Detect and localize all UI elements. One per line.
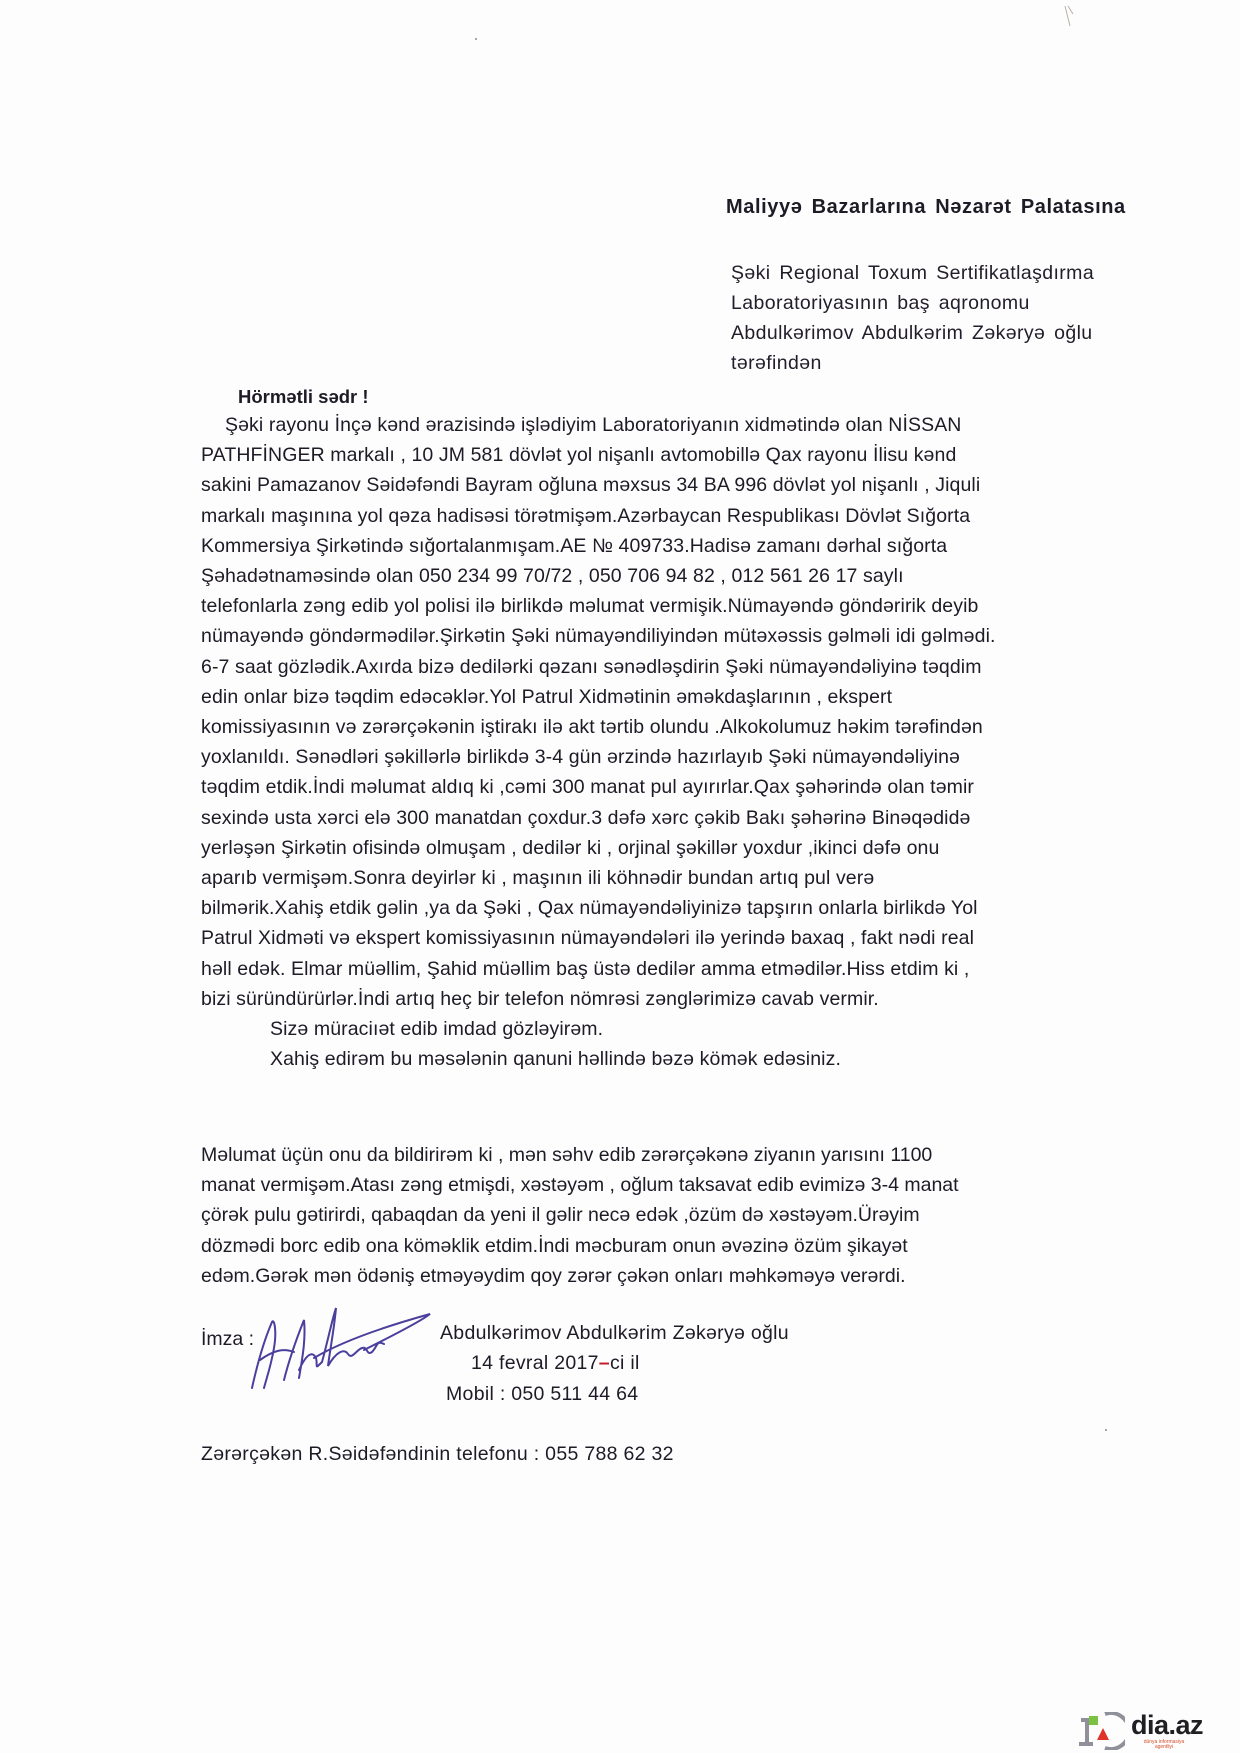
body-line: Patrul Xidməti və ekspert komissiyasının nümayəndələri ilə yerində baxaq , fakt nədi real [201,927,975,950]
body-line: PATHFİNGER markalı , 10 JM 581 dövlət yol nişanlı avtomobillə Qax rayonu İlisu kənd [201,444,957,467]
info-line: Məlumat üçün onu da bildirirəm ki , mən səhv edib zərərçəkənə ziyanın yarısını 1100 [201,1144,933,1166]
scan-mark-icon [1062,4,1076,28]
body-line: nümayəndə göndərmədilər.Şirkətin Şəki nümayəndiliyindən mütəxəssis gəlməli idi gəlmədi. [201,625,996,648]
body-line: təqdim etdik.İndi məlumat aldıq ki ,cəmi 300 manat pul ayırırlar.Qax şəhərində olan təmir [201,776,975,799]
date-suffix: ci il [609,1352,640,1374]
logo-tagline [1135,1740,1193,1750]
body-line: telefonlarla zəng edib yol polisi ilə birlikdə məlumat vermişik.Nümayəndə göndəririk deyib [201,595,979,618]
info-line: dözmədi borc edib ona köməklik etdim.İndi məcburam onun əvəzinə özüm şikayət [201,1234,908,1257]
logo-tagline-2: agentliyi [1154,1744,1174,1750]
signature-date [471,1352,640,1375]
date-dash: – [598,1352,610,1374]
body-line: 6-7 saat gözlədik.Axırda bizə dedilərki qəzanı sənədləşdirin Şəki nümayəndəliyinə təqdim [201,655,982,678]
sender-line: Şəki Regional Toxum Sertifikatlaşdırma [731,262,1095,284]
signature-label: İmza : [201,1328,255,1350]
body-line: markalı maşınına yol qəza hadisəsi törətmişəm.Azərbaycan Respublikası Dövlət Sığorta [201,504,971,527]
body-line: komissiyasının və zərərçəkənin iştirakı ilə akt tərtib olundu .Alkokolumuz həkim tərəfindən [201,716,983,739]
body-line: bilmərik.Xahiş etdik gəlin ,ya da Şəki , Qax nümayəndəliyinizə tapşırın onlarla birlikdə Yol [201,897,978,920]
scan-speck [1105,1429,1107,1431]
body-line: Kommersiya Şirkətində sığortalanmışam.AE № 409733.Hadisə zamanı dərhal sığorta [201,534,948,557]
body-line: Şəhadətnaməsində olan 050 234 99 70/72 , 050 706 94 82 , 012 561 26 17 saylı [201,565,904,588]
recipient-heading: Maliyyə Bazarlarına Nəzarət Palatasına [726,196,1126,218]
body-line: bizi süründürürlər.İndi artıq heç bir telefon nömrəsi zənglərimizə cavab vermir. [201,987,879,1010]
body-line: Şəki rayonu İnçə kənd ərazisində işlədiyim Laboratoriyanın xidmətində olan NİSSAN [225,414,962,436]
sender-line: Abdulkərimov Abdulkərim Zəkəryə oğlu [731,322,1093,344]
info-paragraph [201,1140,959,1291]
date-day: 14 fevral 2017 [471,1352,599,1374]
sender-block [731,258,1094,378]
letter-body [201,410,1161,1074]
body-line: həll edək. Elmar müəllim, Şahid müəllim baş üstə dedilər amma etmədilər.Hiss etdim ki , [201,957,970,980]
salutation: Hörmətli sədr ! [238,386,369,407]
logo-brand: dia.az [1131,1710,1204,1740]
scan-speck [475,38,477,40]
signatory-mobile: Mobil : 050 511 44 64 [446,1383,639,1405]
body-line: edin onlar bizə təqdim edəcəklər.Yol Patrul Xidmətinin əməkdaşlarının , ekspert [201,685,893,708]
dia-az-logo [1075,1712,1235,1750]
victim-phone: Zərərçəkən R.Səidəfəndinin telefonu : 055 788 62 32 [201,1443,674,1465]
signatory-name: Abdulkərimov Abdulkərim Zəkəryə oğlu [440,1322,789,1344]
closing-line: Sizə müraciıət edib imdad gözləyirəm. [270,1018,604,1041]
sender-line: Laboratoriyasının baş aqronomu [731,292,1030,314]
logo-tagline-1: dünya informasiya [1143,1739,1185,1745]
body-line: sexində usta xərci elə 300 manatdan çoxdur.3 dəfə xərc çəkib Bakı şəhərinə Binəqədidə [201,806,971,829]
body-line: aparıb vermişəm.Sonra deyirlər ki , maşının ili köhnədir bundan artıq pul verə [201,867,875,890]
body-line: yerləşən Şirkətin ofisində olmuşam , dedilər ki , orjinal şəkillər yoxdur ,ikinci dəfə onu [201,836,940,859]
info-line: edəm.Gərək mən ödəniş etməyəydim qoy zərər çəkən onları məhkəməyə verərdi. [201,1264,906,1287]
closing-line: Xahiş edirəm bu məsələnin qanuni həllində bəzə kömək edəsiniz. [270,1048,841,1071]
dia-globe-icon [1075,1712,1125,1750]
handwritten-signature [244,1300,434,1392]
info-line: çörək pulu gətirirdi, qabaqdan da yeni il gəlir necə edək ,özüm də xəstəyəm.Ürəyim [201,1204,920,1227]
sender-line: tərəfindən [731,352,822,374]
body-line: sakini Pamazanov Səidəfəndi Bayram oğluna məxsus 34 BA 996 dövlət yol nişanlı , Jiquli [201,474,981,497]
body-line: yoxlanıldı. Sənədləri şəkillərlə birlikdə 3-4 gün ərzində hazırlayıb Şəki nümayəndəliyinə [201,746,960,769]
info-line: manat vermişəm.Atası zəng etmişdi, xəstəyəm , oğlum taksavat edib evimizə 3-4 manat [201,1174,959,1197]
